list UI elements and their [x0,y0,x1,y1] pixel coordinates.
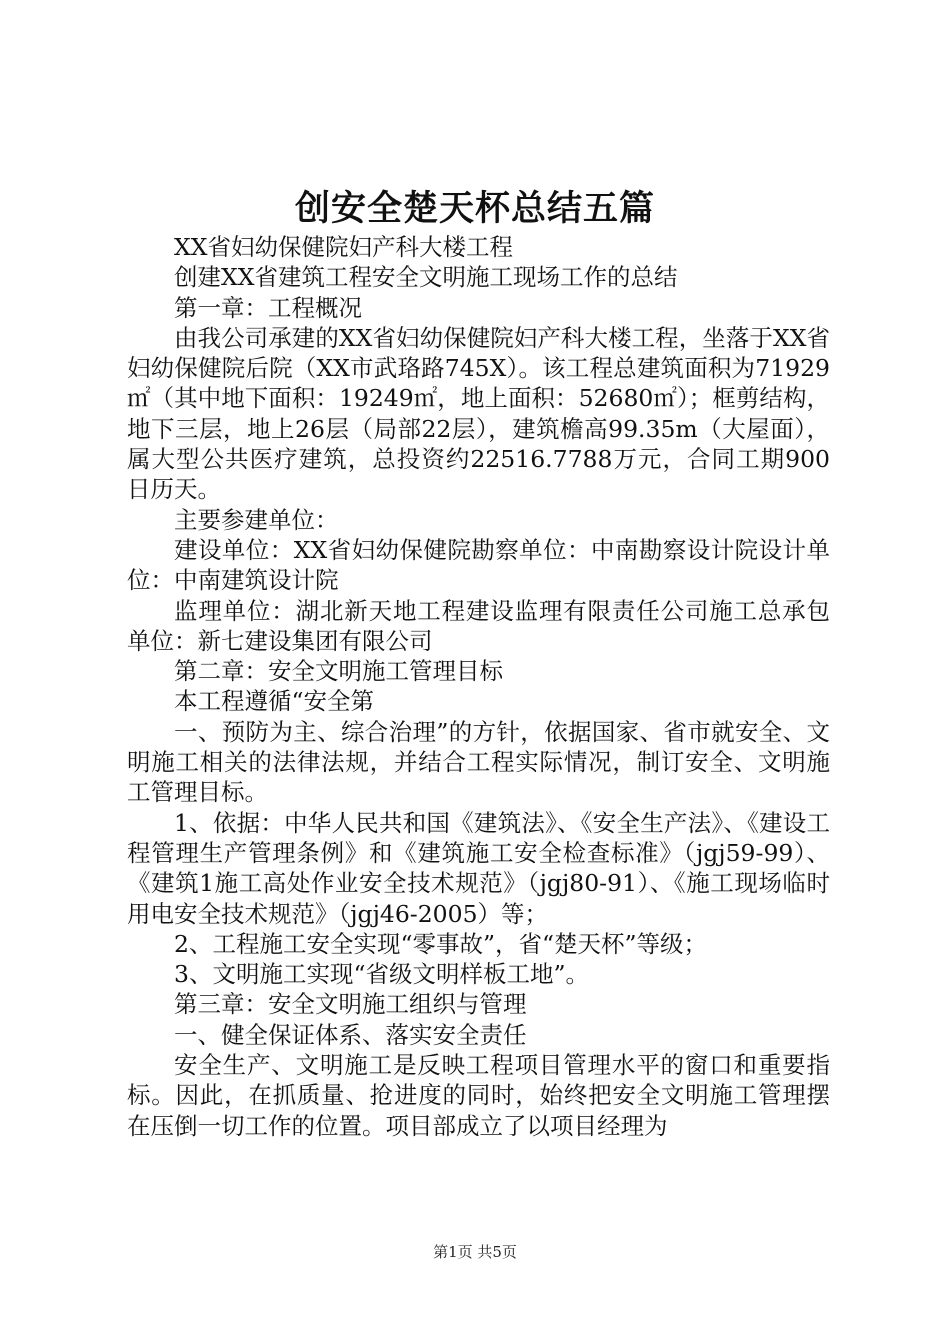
paragraph-project-overview: 由我公司承建的XX省妇幼保健院妇产科大楼工程，坐落于XX省妇幼保健院后院（XX市武珞路745X）。该工程总建筑面积为71929㎡（其中地下面积：19249㎡，地上面积：52680㎡）；框剪结构，地下三层，地上26层（局部22层），建筑檐高99.35m（大屋面），属大型公共医疗建筑，总投资约22516.7788万元，合同工期900日历天。 [127,323,830,504]
paragraph-participants-heading: 主要参建单位： [174,505,339,534]
paragraph-policy-intro: 本工程遵循“安全第 [174,687,375,716]
section-1-heading: 一、健全保证体系、落实安全责任 [174,1020,527,1049]
chapter-1-heading: 第一章：工程概况 [174,293,362,322]
paragraph-project-name: XX省妇幼保健院妇产科大楼工程 [174,233,513,261]
paragraph-safety-management: 安全生产、文明施工是反映工程项目管理水平的窗口和重要指标。因此，在抓质量、抢进度的同时，始终把安全文明施工管理摆在压倒一切工作的位置。项目部成立了以项目经理为 [127,1051,830,1140]
chapter-2-heading: 第二章：安全文明施工管理目标 [174,657,503,686]
document-title: 创安全楚天杯总结五篇 [294,188,655,229]
paragraph-construction-units: 建设单位：XX省妇幼保健院勘察单位：中南勘察设计院设计单位：中南建筑设计院 [127,535,830,595]
list-item-basis: 1、依据：中华人民共和国《建筑法》、《安全生产法》、《建设工程管理生产管理条例》和《建筑施工安全检查标准》（jgj59-99）、《建筑1施工高处作业安全技术规范》（jgj80-91）、《施工现场临时用电安全技术规范》（jgj46-2005）等； [127,808,830,928]
document-body [127,232,830,1141]
page-footer: 第1页 共5页 [433,1243,517,1261]
paragraph-summary-heading: 创建XX省建筑工程安全文明施工现场工作的总结 [174,263,678,292]
list-item-civilization-goal: 3、文明施工实现“省级文明样板工地”。 [174,960,589,989]
chapter-3-heading: 第三章：安全文明施工组织与管理 [174,990,527,1019]
list-item-safety-goal: 2、工程施工安全实现“零事故”，省“楚天杯”等级； [174,929,708,958]
paragraph-policy: 一、预防为主、综合治理”的方针，依据国家、省市就安全、文明施工相关的法律法规，并结合工程实际情况，制订安全、文明施工管理目标。 [127,717,830,807]
paragraph-supervision-units: 监理单位：湖北新天地工程建设监理有限责任公司施工总承包单位：新七建设集团有限公司 [127,596,830,655]
